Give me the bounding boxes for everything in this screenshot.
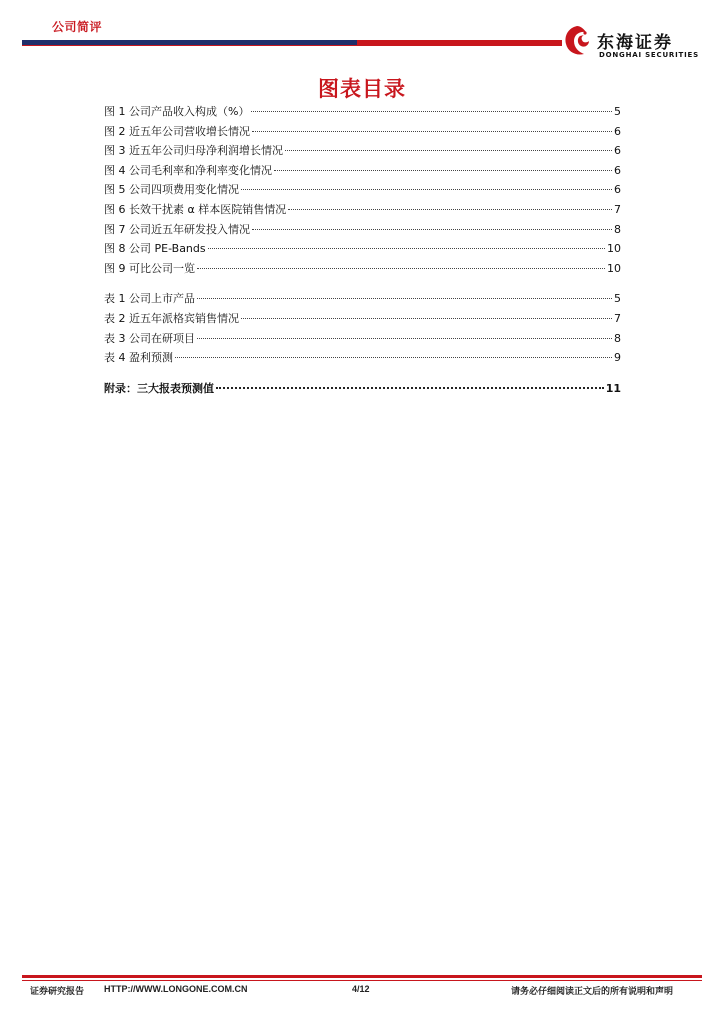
toc-entry-page: 6 <box>614 163 621 177</box>
toc-section-gap <box>104 278 621 289</box>
toc-leader-dots <box>285 150 612 151</box>
toc-leader-dots <box>197 268 605 269</box>
footer-disclaimer: 请务必仔细阅读正文后的所有说明和声明 <box>511 986 674 996</box>
toc-entry-label: 表 3 公司在研项目 <box>104 331 195 345</box>
toc-entry-page: 8 <box>614 331 621 345</box>
toc-entry-page: 11 <box>605 381 621 395</box>
footer-website-link[interactable]: HTTP://WWW.LONGONE.COM.CN <box>104 984 248 994</box>
toc-entry-label: 附录：三大报表预测值 <box>104 381 214 395</box>
toc-entry-figure-8[interactable] <box>104 239 621 259</box>
toc-leader-dots <box>251 111 612 112</box>
toc-entry-figure-4[interactable] <box>104 161 621 181</box>
toc-entry-page: 5 <box>614 292 621 306</box>
toc-entry-page: 5 <box>614 105 621 118</box>
toc-leader-dots <box>252 229 612 230</box>
toc-entry-label: 图 3 近五年公司归母净利润增长情况 <box>104 144 283 158</box>
toc-leader-dots <box>274 170 612 171</box>
toc-entry-figure-6[interactable] <box>104 200 621 220</box>
toc-entry-page: 6 <box>614 144 621 158</box>
toc-entry-figure-2[interactable] <box>104 122 621 142</box>
toc-entry-label: 图 7 公司近五年研发投入情况 <box>104 222 250 236</box>
toc-list <box>104 102 621 398</box>
toc-leader-dots <box>216 387 604 389</box>
toc-entry-appendix[interactable] <box>104 379 621 399</box>
toc-entry-table-4[interactable] <box>104 348 621 368</box>
logo-english-name: DONGHAI SECURITIES <box>599 51 699 59</box>
toc-entry-page: 8 <box>614 222 621 236</box>
toc-entry-label: 图 8 公司 PE-Bands <box>104 242 206 256</box>
toc-entry-page: 10 <box>607 242 621 256</box>
toc-entry-label: 表 1 公司上市产品 <box>104 292 195 306</box>
company-logo <box>562 24 710 64</box>
toc-leader-dots <box>197 298 612 299</box>
toc-entry-page: 7 <box>614 311 621 325</box>
toc-entry-page: 6 <box>614 124 621 138</box>
toc-entry-page: 6 <box>614 183 621 197</box>
toc-entry-label: 图 6 长效干扰素 α 样本医院销售情况 <box>104 202 287 216</box>
toc-leader-dots <box>241 318 612 319</box>
toc-entry-page: 9 <box>614 351 621 365</box>
footer-rule <box>22 975 702 978</box>
toc-entry-label: 图 1 公司产品收入构成（%） <box>104 105 250 118</box>
header-rule <box>22 40 562 45</box>
toc-section-gap <box>104 368 621 379</box>
toc-entry-label: 图 9 可比公司一览 <box>104 261 195 275</box>
toc-entry-page: 10 <box>607 261 621 275</box>
dragon-logo-icon <box>562 24 592 58</box>
toc-entry-label: 图 5 公司四项费用变化情况 <box>104 183 239 197</box>
toc-entry-figure-7[interactable] <box>104 220 621 240</box>
toc-entry-figure-1[interactable] <box>104 102 621 122</box>
toc-leader-dots <box>241 189 612 190</box>
toc-leader-dots <box>175 357 612 358</box>
toc-leader-dots <box>208 248 605 249</box>
toc-entry-label: 图 2 近五年公司营收增长情况 <box>104 124 250 138</box>
report-type-tag: 公司简评 <box>52 20 103 34</box>
toc-entry-label: 图 4 公司毛利率和净利率变化情况 <box>104 163 272 177</box>
toc-entry-table-2[interactable] <box>104 309 621 329</box>
toc-entry-label: 表 4 盈利预测 <box>104 351 173 365</box>
toc-leader-dots <box>288 209 612 210</box>
footer-report-label: 证券研究报告 <box>30 986 85 996</box>
logo-chinese-name: 东海证券 <box>597 33 673 53</box>
toc-title: 图表目录 <box>318 77 406 101</box>
toc-entry-figure-9[interactable] <box>104 259 621 279</box>
toc-entry-page: 7 <box>614 202 621 216</box>
toc-leader-dots <box>252 131 612 132</box>
toc-entry-label: 表 2 近五年派格宾销售情况 <box>104 311 239 325</box>
toc-entry-figure-3[interactable] <box>104 141 621 161</box>
toc-entry-table-3[interactable] <box>104 329 621 349</box>
toc-entry-figure-5[interactable] <box>104 180 621 200</box>
footer-page-number: 4/12 <box>352 984 370 994</box>
toc-entry-table-1[interactable] <box>104 289 621 309</box>
toc-leader-dots <box>197 338 612 339</box>
